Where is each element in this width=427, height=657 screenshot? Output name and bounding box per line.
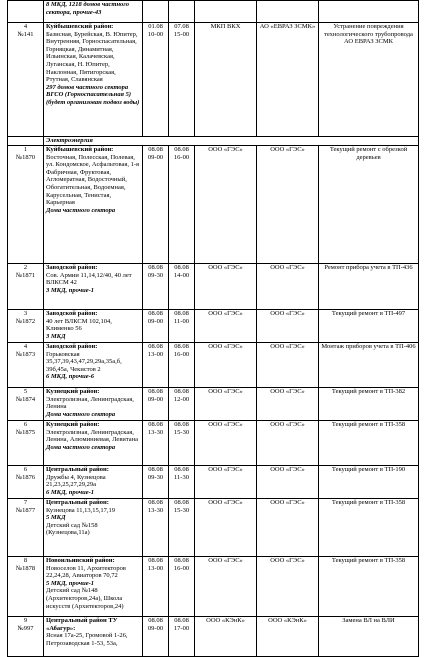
row-number: 2 №1871 xyxy=(8,264,44,310)
row-reason: Текущий ремонт в ТП-358 xyxy=(319,421,419,466)
row-number: 8 №1878 xyxy=(8,557,44,617)
outage-row xyxy=(8,388,419,421)
row-start: 08.08 09-00 xyxy=(143,146,169,264)
row-addresses: Центральный район: Дружбы 4, Кузнецова 21,23,25,27,29,29а 6 МКД, прочие-1 xyxy=(44,466,143,499)
outage-row xyxy=(8,264,419,310)
section-row xyxy=(8,137,419,146)
outage-row xyxy=(8,421,419,466)
row-number: 4 №141 xyxy=(8,23,44,137)
row-end: 08.08 12-00 xyxy=(169,388,195,421)
row-addresses: Центральный район ТУ «Абагур»: Ясная 17а-25, Громовой 1-26, Петрозаводская 1-53, 53а, xyxy=(44,617,143,657)
row-reason: Монтаж приборов учета в ТП-406 xyxy=(319,343,419,388)
row-org1: ООО «ГЭС» xyxy=(195,343,257,388)
row-number: 9 №997 xyxy=(8,617,44,657)
row-addresses: Заводской район: 40 лет ВЛКСМ 102,104, Клименко 56 3 МКД xyxy=(44,310,143,343)
top-fragment-text: 8 МКД, 1218 домов частного сектора, прочие-43 xyxy=(44,1,143,23)
top-fragment-row xyxy=(8,1,419,23)
row-end: 07.08 15-00 xyxy=(169,23,195,137)
row-addresses: Новоильинский район: Новоселов 11, Архитекторов 22,24,28, Авиаторов 70,72 5 МКД, прочие-1 Детский сад №148 (Архитекторов,24а), Школа искусств (Архитекторов,24) xyxy=(44,557,143,617)
row-number: 6 №1876 xyxy=(8,466,44,499)
row-org2: ООО «ГЭС» xyxy=(257,310,319,343)
outage-row xyxy=(8,343,419,388)
row-reason: Ремонт прибора учета в ТП-436 xyxy=(319,264,419,310)
outage-row xyxy=(8,310,419,343)
row-addresses: Центральный район: Кузнецова 11,13,15,17,19 5 МКД Детский сад №158 (Кузнецова,11а) xyxy=(44,499,143,557)
row-start: 01.08 10-00 xyxy=(143,23,169,137)
row-reason: Замена ВЛ на ВЛИ xyxy=(319,617,419,657)
row-start: 08.08 13-30 xyxy=(143,499,169,557)
outage-row xyxy=(8,146,419,264)
row-reason: Текущий ремонт в ТП-358 xyxy=(319,499,419,557)
row-addresses: Куйбышевский район: Базисная, Бурейская, В. Юпитер, Внутренняя, Горноспасательная, Горняцкая, Динамитная, Ильинская, Калачевская, Луганская, Н. Юпитер, Наклонная, Пятигорская, Ртутная, Славянская 297 домов частного сектора ВГСО (Горноспасательная 5) (будет организован подвоз воды) xyxy=(44,23,143,137)
row-end: 08.08 16-00 xyxy=(169,343,195,388)
row-org2: ООО «ГЭС» xyxy=(257,499,319,557)
row-number: 4 №1873 xyxy=(8,343,44,388)
row-start: 08.08 09-00 xyxy=(143,310,169,343)
row-org1: ООО «ГЭС» xyxy=(195,466,257,499)
row-addresses: Заводской район: Горьковская 35,37,39,43,47,29,29а,35а,б, 39б,45а, Чекистов 2 6 МКД, прочие-6 xyxy=(44,343,143,388)
row-start: 08.08 13-00 xyxy=(143,557,169,617)
row-number: 3 №1872 xyxy=(8,310,44,343)
row-org1: ООО «КЭнК» xyxy=(195,617,257,657)
row-org1: ООО «ГЭС» xyxy=(195,499,257,557)
row-reason: Текущий ремонт в ТП-382 xyxy=(319,388,419,421)
row-org1: ООО «ГЭС» xyxy=(195,421,257,466)
row-start: 08.08 13-00 xyxy=(143,343,169,388)
row-start: 08.08 09-00 xyxy=(143,617,169,657)
row-org1: ООО «ГЭС» xyxy=(195,146,257,264)
row-reason: Устранение повреждения технологического трубопровода АО ЕВРАЗ ЗСМК xyxy=(319,23,419,137)
row-org1: ООО «ГЭС» xyxy=(195,310,257,343)
row-reason: Текущий ремонт с обрезкой деревьев xyxy=(319,146,419,264)
row-addresses: Кузнецкий район: Электролизная, Ленинградская, Ленина Дома частного сектора xyxy=(44,388,143,421)
row-end: 08.08 11-00 xyxy=(169,310,195,343)
row-org2: ООО «ГЭС» xyxy=(257,388,319,421)
row-number: 7 №1877 xyxy=(8,499,44,557)
row-number: 6 №1875 xyxy=(8,421,44,466)
row-reason: Текущий ремонт в ТП-358 xyxy=(319,557,419,617)
row-end: 08.08 14-00 xyxy=(169,264,195,310)
row-start: 08.08 09-30 xyxy=(143,466,169,499)
row-org2: ООО «КЭнК» xyxy=(257,617,319,657)
row-end: 08.08 16-00 xyxy=(169,557,195,617)
row-reason: Текущий ремонт в ТП-497 xyxy=(319,310,419,343)
row-addresses: Куйбышевский район: Восточная, Полесская, Полевая, ул. Кондомское, Асфальтовая, 1-я Фабричная, Фруктовая, Агломератная, Водосточный, Обогатительная, Водоемная, Карусельная, Тенистая, Карьерная Дома частного сектора xyxy=(44,146,143,264)
row-end: 08.08 17-00 xyxy=(169,617,195,657)
section-title: Электроэнергия xyxy=(44,137,419,146)
row-addresses: Кузнецкий район: Электролизная, Ленинградская, Ленина, Алюминиевая, Левитана Дома частного сектора xyxy=(44,421,143,466)
row-org1: МКП ВКХ xyxy=(195,23,257,137)
row-org1: ООО «ГЭС» xyxy=(195,557,257,617)
row-number: 5 №1874 xyxy=(8,388,44,421)
row-end: 08.08 16-00 xyxy=(169,146,195,264)
row-end: 08.08 11-30 xyxy=(169,466,195,499)
row-org2: ООО «ГЭС» xyxy=(257,557,319,617)
row-addresses: Заводской район: Сов. Армии 11,14,12/40, 40 лет ВЛКСМ 42 3 МКД, прочие-1 xyxy=(44,264,143,310)
outage-row xyxy=(8,617,419,657)
document-sheet xyxy=(7,0,419,657)
row-org2: ООО «ГЭС» xyxy=(257,146,319,264)
row-reason: Текущий ремонт в ТП-190 xyxy=(319,466,419,499)
row-org2: ООО «ГЭС» xyxy=(257,466,319,499)
outage-table xyxy=(7,0,419,657)
row-start: 08.08 13-30 xyxy=(143,421,169,466)
row-number: 1 №1870 xyxy=(8,146,44,264)
row-start: 08.08 09-30 xyxy=(143,264,169,310)
row-org2: АО «ЕВРАЗ ЗСМК» xyxy=(257,23,319,137)
row-org1: ООО «ГЭС» xyxy=(195,264,257,310)
row-end: 08.08 15-30 xyxy=(169,421,195,466)
outage-row xyxy=(8,557,419,617)
row-end: 08.08 15-30 xyxy=(169,499,195,557)
row-start: 08.08 09-00 xyxy=(143,388,169,421)
water-row xyxy=(8,23,419,137)
outage-row xyxy=(8,466,419,499)
row-org1: ООО «ГЭС» xyxy=(195,388,257,421)
row-org2: ООО «ГЭС» xyxy=(257,264,319,310)
row-org2: ООО «ГЭС» xyxy=(257,343,319,388)
row-org2: ООО «ГЭС» xyxy=(257,421,319,466)
outage-row xyxy=(8,499,419,557)
